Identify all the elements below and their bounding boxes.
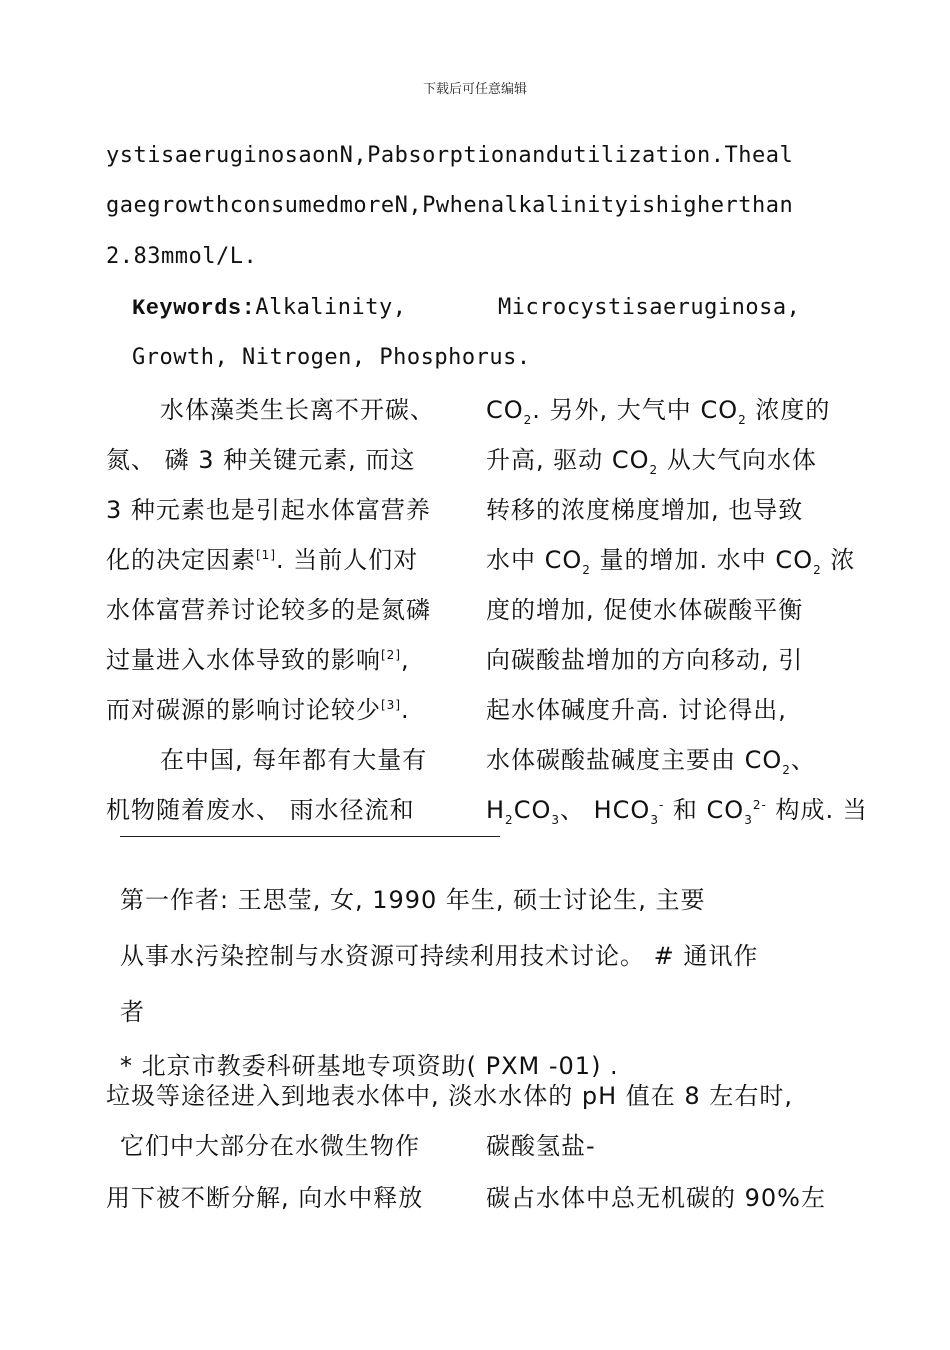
subscript: 2: [582, 562, 591, 577]
text-segment: 化的决定因素: [106, 546, 256, 574]
citation-ref: [1]: [256, 548, 276, 562]
left-line: [106, 535, 471, 585]
text-segment: CO: [486, 396, 524, 424]
body-line-right: 碳占水体中总无机碳的 90%左: [486, 1184, 826, 1212]
subscript: 2: [782, 762, 791, 777]
text-segment: 浓: [821, 546, 856, 574]
right-line: [486, 435, 856, 485]
text-segment: 过量进入水体导致的影响: [106, 646, 381, 674]
text-segment: 水中 CO: [486, 546, 583, 574]
text-segment: 浓度的: [746, 396, 831, 424]
footnote-author-end: 者: [120, 998, 145, 1026]
right-line: 起水体碱度升高. 讨论得出,: [486, 696, 787, 724]
subscript: 2: [813, 562, 822, 577]
right-line: [486, 735, 856, 785]
text-segment: 和 CO: [664, 796, 745, 824]
body-line-right: 碳酸氢盐-: [486, 1132, 596, 1160]
left-line: 氮、 磷 3 种关键元素, 而这: [106, 446, 416, 474]
text-segment: ,: [401, 646, 410, 674]
text-segment: 量的增加. 水中 CO: [590, 546, 814, 574]
keywords-label: Keywords:: [132, 296, 256, 321]
right-line: [486, 385, 856, 435]
abstract-line-2: gaegrowthconsumedmoreN,Pwhenalkalinityishigherthan: [106, 193, 794, 218]
keyword-microcystis: Microcystisaeruginosa,: [498, 295, 801, 320]
footnote-funding: * 北京市教委科研基地专项资助( PXM -01) .: [120, 1052, 619, 1080]
superscript: -: [658, 798, 665, 812]
text-segment: 从大气向水体: [658, 446, 817, 474]
keywords-line-1: [132, 295, 407, 321]
text-segment: 而对碳源的影响讨论较少: [106, 696, 381, 724]
footnote-divider: [120, 836, 500, 837]
text-segment: 、 HCO: [559, 796, 651, 824]
subscript: 2: [523, 412, 533, 427]
keywords-line-2: Growth, Nitrogen, Phosphorus.: [132, 345, 531, 370]
right-line: [486, 535, 856, 585]
text-segment: 水体碳酸盐碱度主要由 CO: [486, 746, 783, 774]
text-segment: . 当前人们对: [276, 546, 419, 574]
citation-ref: [2]: [381, 648, 401, 662]
subscript: 3: [551, 812, 560, 827]
keyword-alkalinity: Alkalinity,: [255, 295, 407, 320]
left-column: [106, 385, 471, 835]
body-line-full: 垃圾等途径进入到地表水体中, 淡水水体的 pH 值在 8 左右时,: [106, 1082, 793, 1110]
subscript: 3: [744, 812, 753, 827]
text-segment: 构成. 当: [766, 796, 868, 824]
body-line-left: 它们中大部分在水微生物作: [120, 1132, 420, 1160]
left-line: 水体富营养讨论较多的是氮磷: [106, 596, 431, 624]
footnote-author: 第一作者: 王思莹, 女, 1990 年生, 硕士讨论生, 主要: [120, 886, 706, 914]
left-line: [106, 685, 471, 735]
text-segment: . 另外, 大气中 CO: [532, 396, 739, 424]
right-column: [486, 385, 868, 835]
right-line: 向碳酸盐增加的方向移动, 引: [486, 646, 804, 674]
body-line-left: 用下被不断分解, 向水中释放: [106, 1184, 424, 1212]
right-line: [486, 785, 868, 835]
subscript: 2: [649, 462, 659, 477]
footnote-author-cont: 从事水污染控制与水资源可持续利用技术讨论。 # 通讯作: [120, 942, 759, 970]
abstract-line-1: ystisaeruginosaonN,Pabsorptionandutilization.Theal: [106, 143, 794, 168]
abstract-line-3: 2.83mmol/L.: [106, 244, 258, 269]
superscript: 2-: [752, 798, 767, 812]
page-header: 下载后可任意编辑: [422, 82, 527, 97]
right-line: 度的增加, 促使水体碳酸平衡: [486, 596, 804, 624]
left-line: 水体藻类生长离不开碳、: [160, 396, 435, 424]
citation-ref: [3]: [381, 698, 401, 712]
text-segment: 升高, 驱动 CO: [486, 446, 650, 474]
right-line: 转移的浓度梯度增加, 也导致: [486, 496, 804, 524]
text-segment: 、: [790, 746, 816, 774]
text-segment: CO: [513, 796, 552, 824]
subscript: 2: [738, 412, 747, 427]
left-line: [106, 635, 471, 685]
left-line: 机物随着废水、 雨水径流和: [106, 796, 415, 824]
text-segment: H: [486, 796, 506, 824]
subscript: 2: [505, 812, 514, 827]
text-segment: .: [401, 696, 410, 724]
left-line: 在中国, 每年都有大量有: [160, 746, 428, 774]
left-line: 3 种元素也是引起水体富营养: [106, 496, 431, 524]
subscript: 3: [650, 812, 659, 827]
